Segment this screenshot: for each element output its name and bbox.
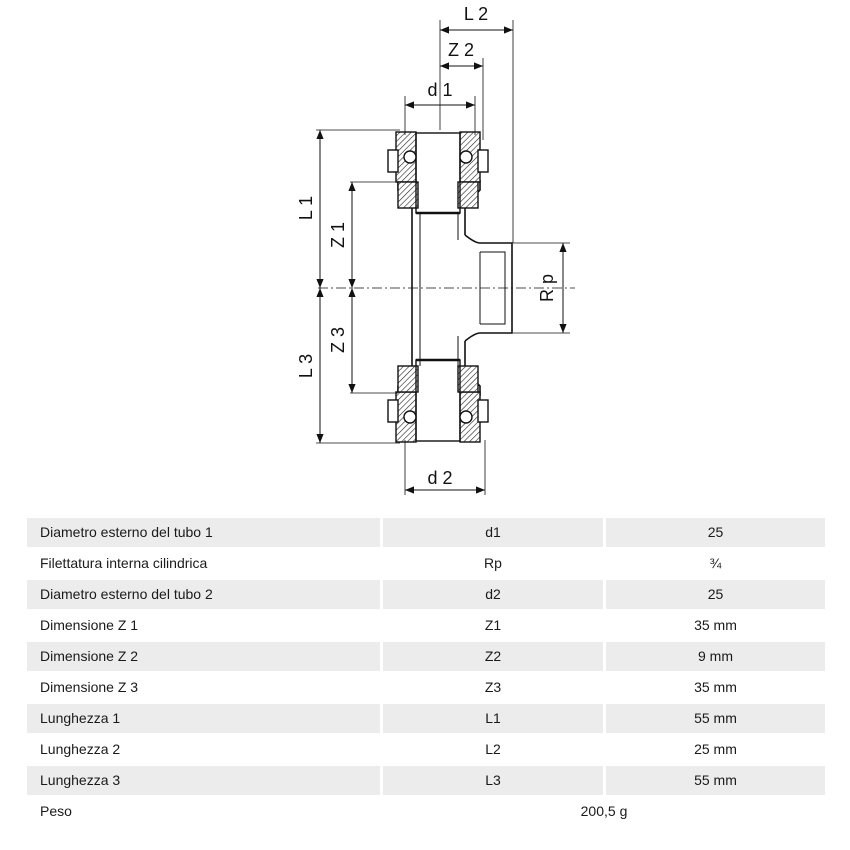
row-value: 55 mm — [603, 704, 825, 733]
row-label: Filettatura interna cilindrica — [27, 549, 380, 578]
row-value: 25 — [603, 518, 825, 547]
table-row — [27, 766, 825, 795]
table-row — [27, 611, 825, 640]
table-row — [27, 580, 825, 609]
dim-label-d1: d 1 — [427, 80, 453, 100]
dim-label-L1: L 1 — [296, 195, 316, 221]
row-symbol: Z2 — [380, 642, 603, 671]
row-label: Lunghezza 3 — [27, 766, 380, 795]
row-label: Dimensione Z 1 — [27, 611, 380, 640]
row-value: ¾ — [603, 549, 825, 578]
row-symbol: Z3 — [380, 673, 603, 702]
table-row — [27, 518, 825, 547]
row-value: 9 mm — [603, 642, 825, 671]
dim-label-Z2: Z 2 — [447, 40, 475, 60]
row-symbol: L3 — [380, 766, 603, 795]
row-value: 25 — [603, 580, 825, 609]
row-symbol: L1 — [380, 704, 603, 733]
table-row — [27, 642, 825, 671]
row-symbol: Rp — [380, 549, 603, 578]
dim-label-Z3: Z 3 — [328, 326, 348, 354]
dim-label-Rp: R p — [537, 273, 557, 303]
weight-row — [27, 797, 825, 826]
table-row — [27, 735, 825, 764]
row-label: Lunghezza 2 — [27, 735, 380, 764]
row-value: 35 mm — [603, 673, 825, 702]
row-value: 55 mm — [603, 766, 825, 795]
row-label: Dimensione Z 3 — [27, 673, 380, 702]
table-row — [27, 673, 825, 702]
row-label: Lunghezza 1 — [27, 704, 380, 733]
table-row — [27, 549, 825, 578]
bottom-press-ring — [388, 360, 488, 442]
row-symbol: Z1 — [380, 611, 603, 640]
row-label: Diametro esterno del tubo 2 — [27, 580, 380, 609]
table-row — [27, 704, 825, 733]
weight-label: Peso — [27, 797, 380, 826]
dim-label-d2: d 2 — [427, 468, 453, 488]
weight-value: 200,5 g — [380, 797, 825, 826]
dim-label-Z1: Z 1 — [328, 221, 348, 249]
row-value: 25 mm — [603, 735, 825, 764]
spec-table — [27, 516, 825, 828]
row-symbol: L2 — [380, 735, 603, 764]
dim-label-L2: L 2 — [463, 4, 489, 24]
row-label: Dimensione Z 2 — [27, 642, 380, 671]
row-value: 35 mm — [603, 611, 825, 640]
row-label: Diametro esterno del tubo 1 — [27, 518, 380, 547]
top-press-ring — [388, 132, 488, 213]
row-symbol: d2 — [380, 580, 603, 609]
row-symbol: d1 — [380, 518, 603, 547]
dim-label-L3: L 3 — [296, 353, 316, 379]
